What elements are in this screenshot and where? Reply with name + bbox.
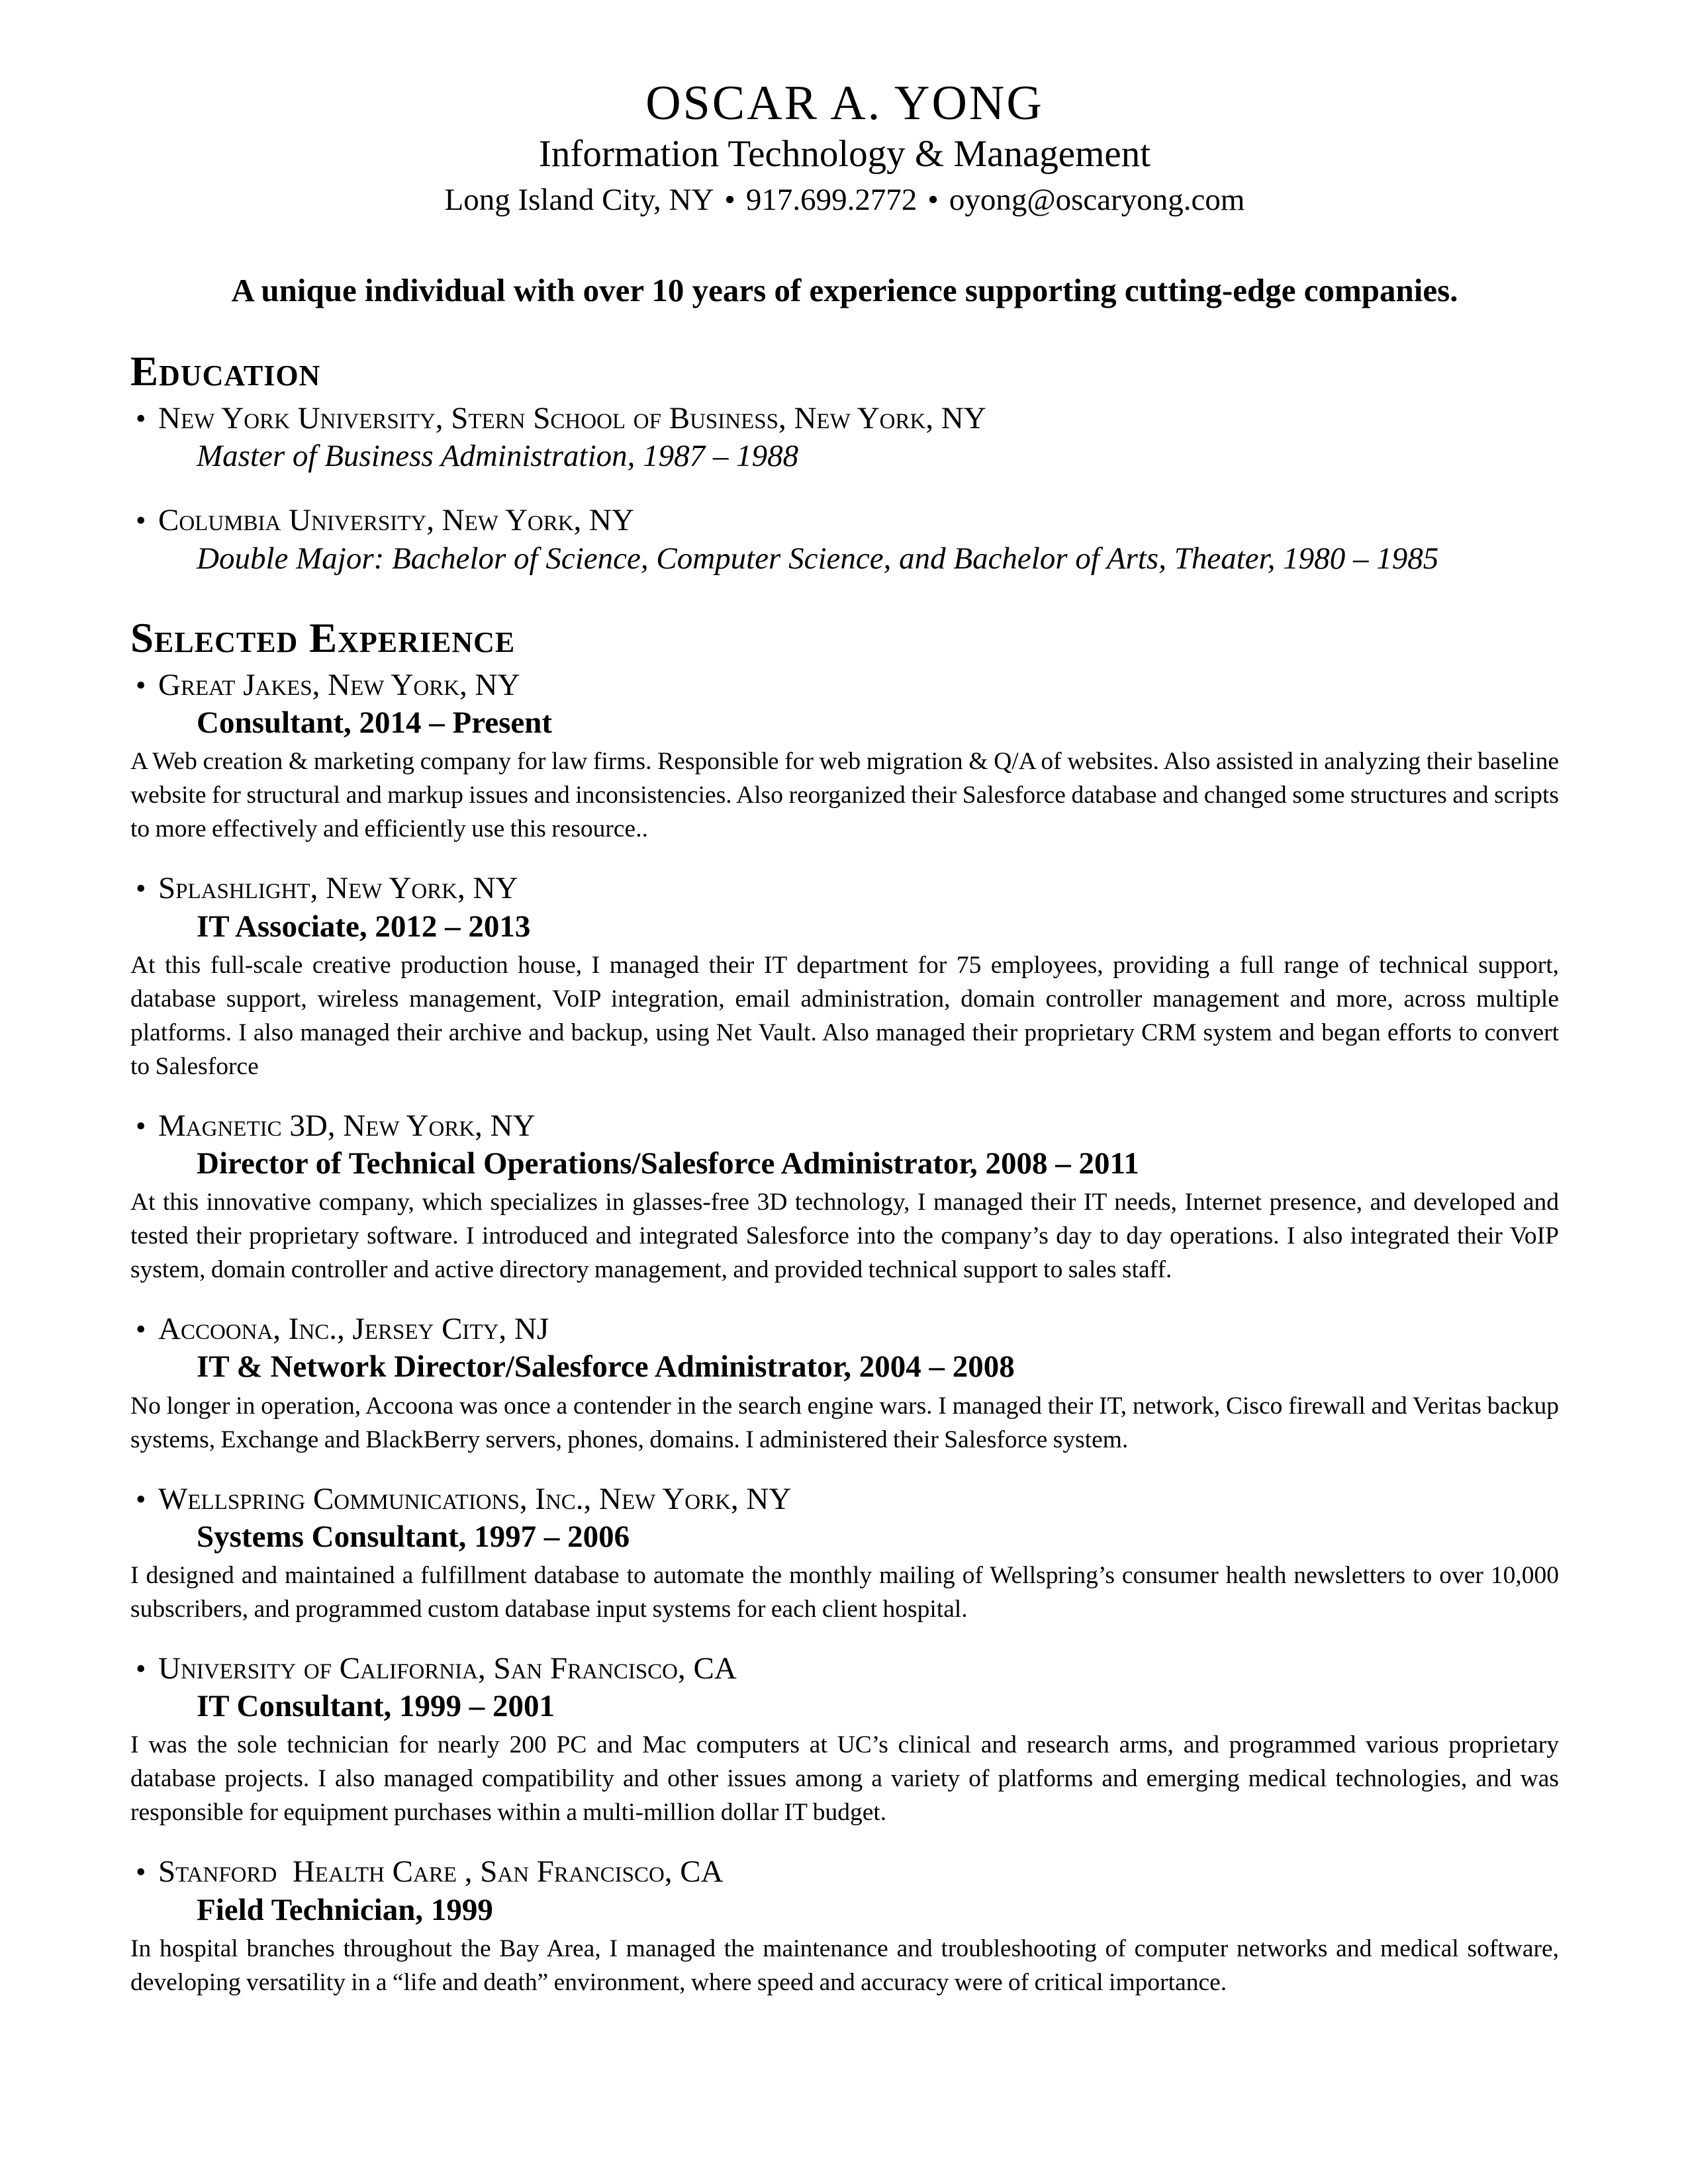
experience-item [130, 1310, 1559, 1456]
job-description: I designed and maintained a fulfillment database to automate the monthly mailing of Wellspring’s consumer health newsletters to over 10,000 subscribers, and programmed custom database input systems for each client hospital. [130, 1561, 1559, 1623]
job-title: IT & Network Director/Salesforce Administrator, 2004 – 2008 [197, 1349, 1015, 1385]
experience-item [130, 666, 1559, 846]
phone-text: 917.699.2772 [745, 183, 917, 218]
bullet-separator-icon: • [927, 183, 939, 218]
email-text: oyong@oscaryong.com [949, 183, 1245, 218]
experience-item [130, 870, 1559, 1083]
summary-tagline: A unique individual with over 10 years of experience supporting cutting-edge companies. [231, 272, 1458, 309]
contact-line [130, 182, 1559, 218]
education-item [130, 400, 1559, 474]
experience-item-header [130, 870, 1559, 907]
degree-detail: Double Major: Bachelor of Science, Computer Science, and Bachelor of Arts, Theater, 1980 – 1985 [197, 541, 1439, 576]
job-description: I was the sole technician for nearly 200 PC and Mac computers at UC’s clinical and research arms, and programmed various proprietary database projects. I also managed compatibility and other issues among a variety of platforms and emerging medical technologies, and was responsible for equipment purchases within a multi-million dollar IT budget. [130, 1731, 1559, 1827]
experience-item-header [130, 666, 1559, 704]
bullet-icon: • [136, 1856, 146, 1889]
professional-title: Information Technology & Management [538, 133, 1151, 175]
experience-item [130, 1480, 1559, 1626]
job-title: IT Associate, 2012 – 2013 [197, 909, 531, 944]
job-title: Systems Consultant, 1997 – 2006 [197, 1519, 630, 1554]
experience-item-header [130, 1480, 1559, 1518]
experience-item-header [130, 1650, 1559, 1687]
bullet-icon: • [136, 872, 146, 905]
experience-item [130, 1107, 1559, 1287]
job-title: Director of Technical Operations/Salesforce Administrator, 2008 – 2011 [197, 1146, 1139, 1181]
company-name: Splashlight, New York, NY [158, 871, 518, 906]
experience-item [130, 1650, 1559, 1829]
company-name: Great Jakes, New York, NY [158, 667, 520, 702]
institution-name: Columbia University, New York, NY [158, 503, 634, 538]
company-name: Magnetic 3D, New York, NY [158, 1108, 536, 1143]
job-description: At this full-scale creative production house, I managed their IT department for 75 employees, providing a full range of technical support, database support, wireless management, VoIP integration, email administration, domain controller management and more, across multiple platforms. I also managed their archive and backup, using Net Vault. Also managed their proprietary CRM system and began efforts to convert to Salesforce [130, 951, 1559, 1080]
location-text: Long Island City, NY [444, 183, 714, 218]
company-name: University of California, San Francisco, CA [158, 1651, 737, 1686]
degree-detail: Master of Business Administration, 1987 – 1988 [197, 439, 799, 474]
company-name: Stanford Health Care , San Francisco, CA [158, 1854, 724, 1889]
experience-item-header [130, 1107, 1559, 1144]
job-description: At this innovative company, which specializes in glasses-free 3D technology, I managed their IT needs, Internet presence, and developed and tested their proprietary software. I introduced and integrated Salesforce into the company’s day to day operations. I also integrated their VoIP system, domain controller and active directory management, and provided technical support to sales staff. [130, 1189, 1559, 1284]
experience-item-header [130, 1853, 1559, 1890]
job-title: Field Technician, 1999 [197, 1892, 493, 1927]
job-title: Consultant, 2014 – Present [197, 705, 553, 741]
education-item-header [130, 400, 1559, 437]
job-description: In hospital branches throughout the Bay Area, I managed the maintenance and troubleshooting of computer networks and medical software, developing versatility in a “life and death” environment, where speed and accuracy were of critical importance. [130, 1934, 1559, 1996]
candidate-name: OSCAR A. YONG [645, 76, 1044, 130]
education-item [130, 502, 1559, 576]
experience-heading: Selected Experience [130, 614, 516, 661]
bullet-icon: • [136, 668, 146, 702]
experience-item-header [130, 1310, 1559, 1347]
bullet-icon: • [136, 1313, 146, 1346]
education-item-header [130, 502, 1559, 539]
bullet-icon: • [136, 402, 146, 435]
education-heading: Education [130, 347, 321, 394]
job-description: No longer in operation, Accoona was once a contender in the search engine wars. I managed their IT, network, Cisco firewall and Veritas backup systems, Exchange and BlackBerry servers, phones, domains. I administered their Salesforce system. [130, 1392, 1559, 1453]
bullet-icon: • [136, 1482, 146, 1516]
bullet-separator-icon: • [724, 183, 735, 218]
company-name: Accoona, Inc., Jersey City, NJ [158, 1312, 549, 1347]
job-title: IT Consultant, 1999 – 2001 [197, 1689, 555, 1724]
institution-name: New York University, Stern School of Business, New York, NY [158, 400, 986, 435]
bullet-icon: • [136, 1109, 146, 1142]
bullet-icon: • [136, 1652, 146, 1685]
experience-item [130, 1853, 1559, 1999]
company-name: Wellspring Communications, Inc., New York, NY [158, 1481, 792, 1516]
job-description: A Web creation & marketing company for law firms. Responsible for web migration & Q/A of websites. Also assisted in analyzing their baseline website for structural and markup issues and inconsistencies. Also reorganized their Salesforce database and changed some structures and scripts to more effectively and efficiently use this resource.. [130, 748, 1559, 843]
bullet-icon: • [136, 504, 146, 537]
